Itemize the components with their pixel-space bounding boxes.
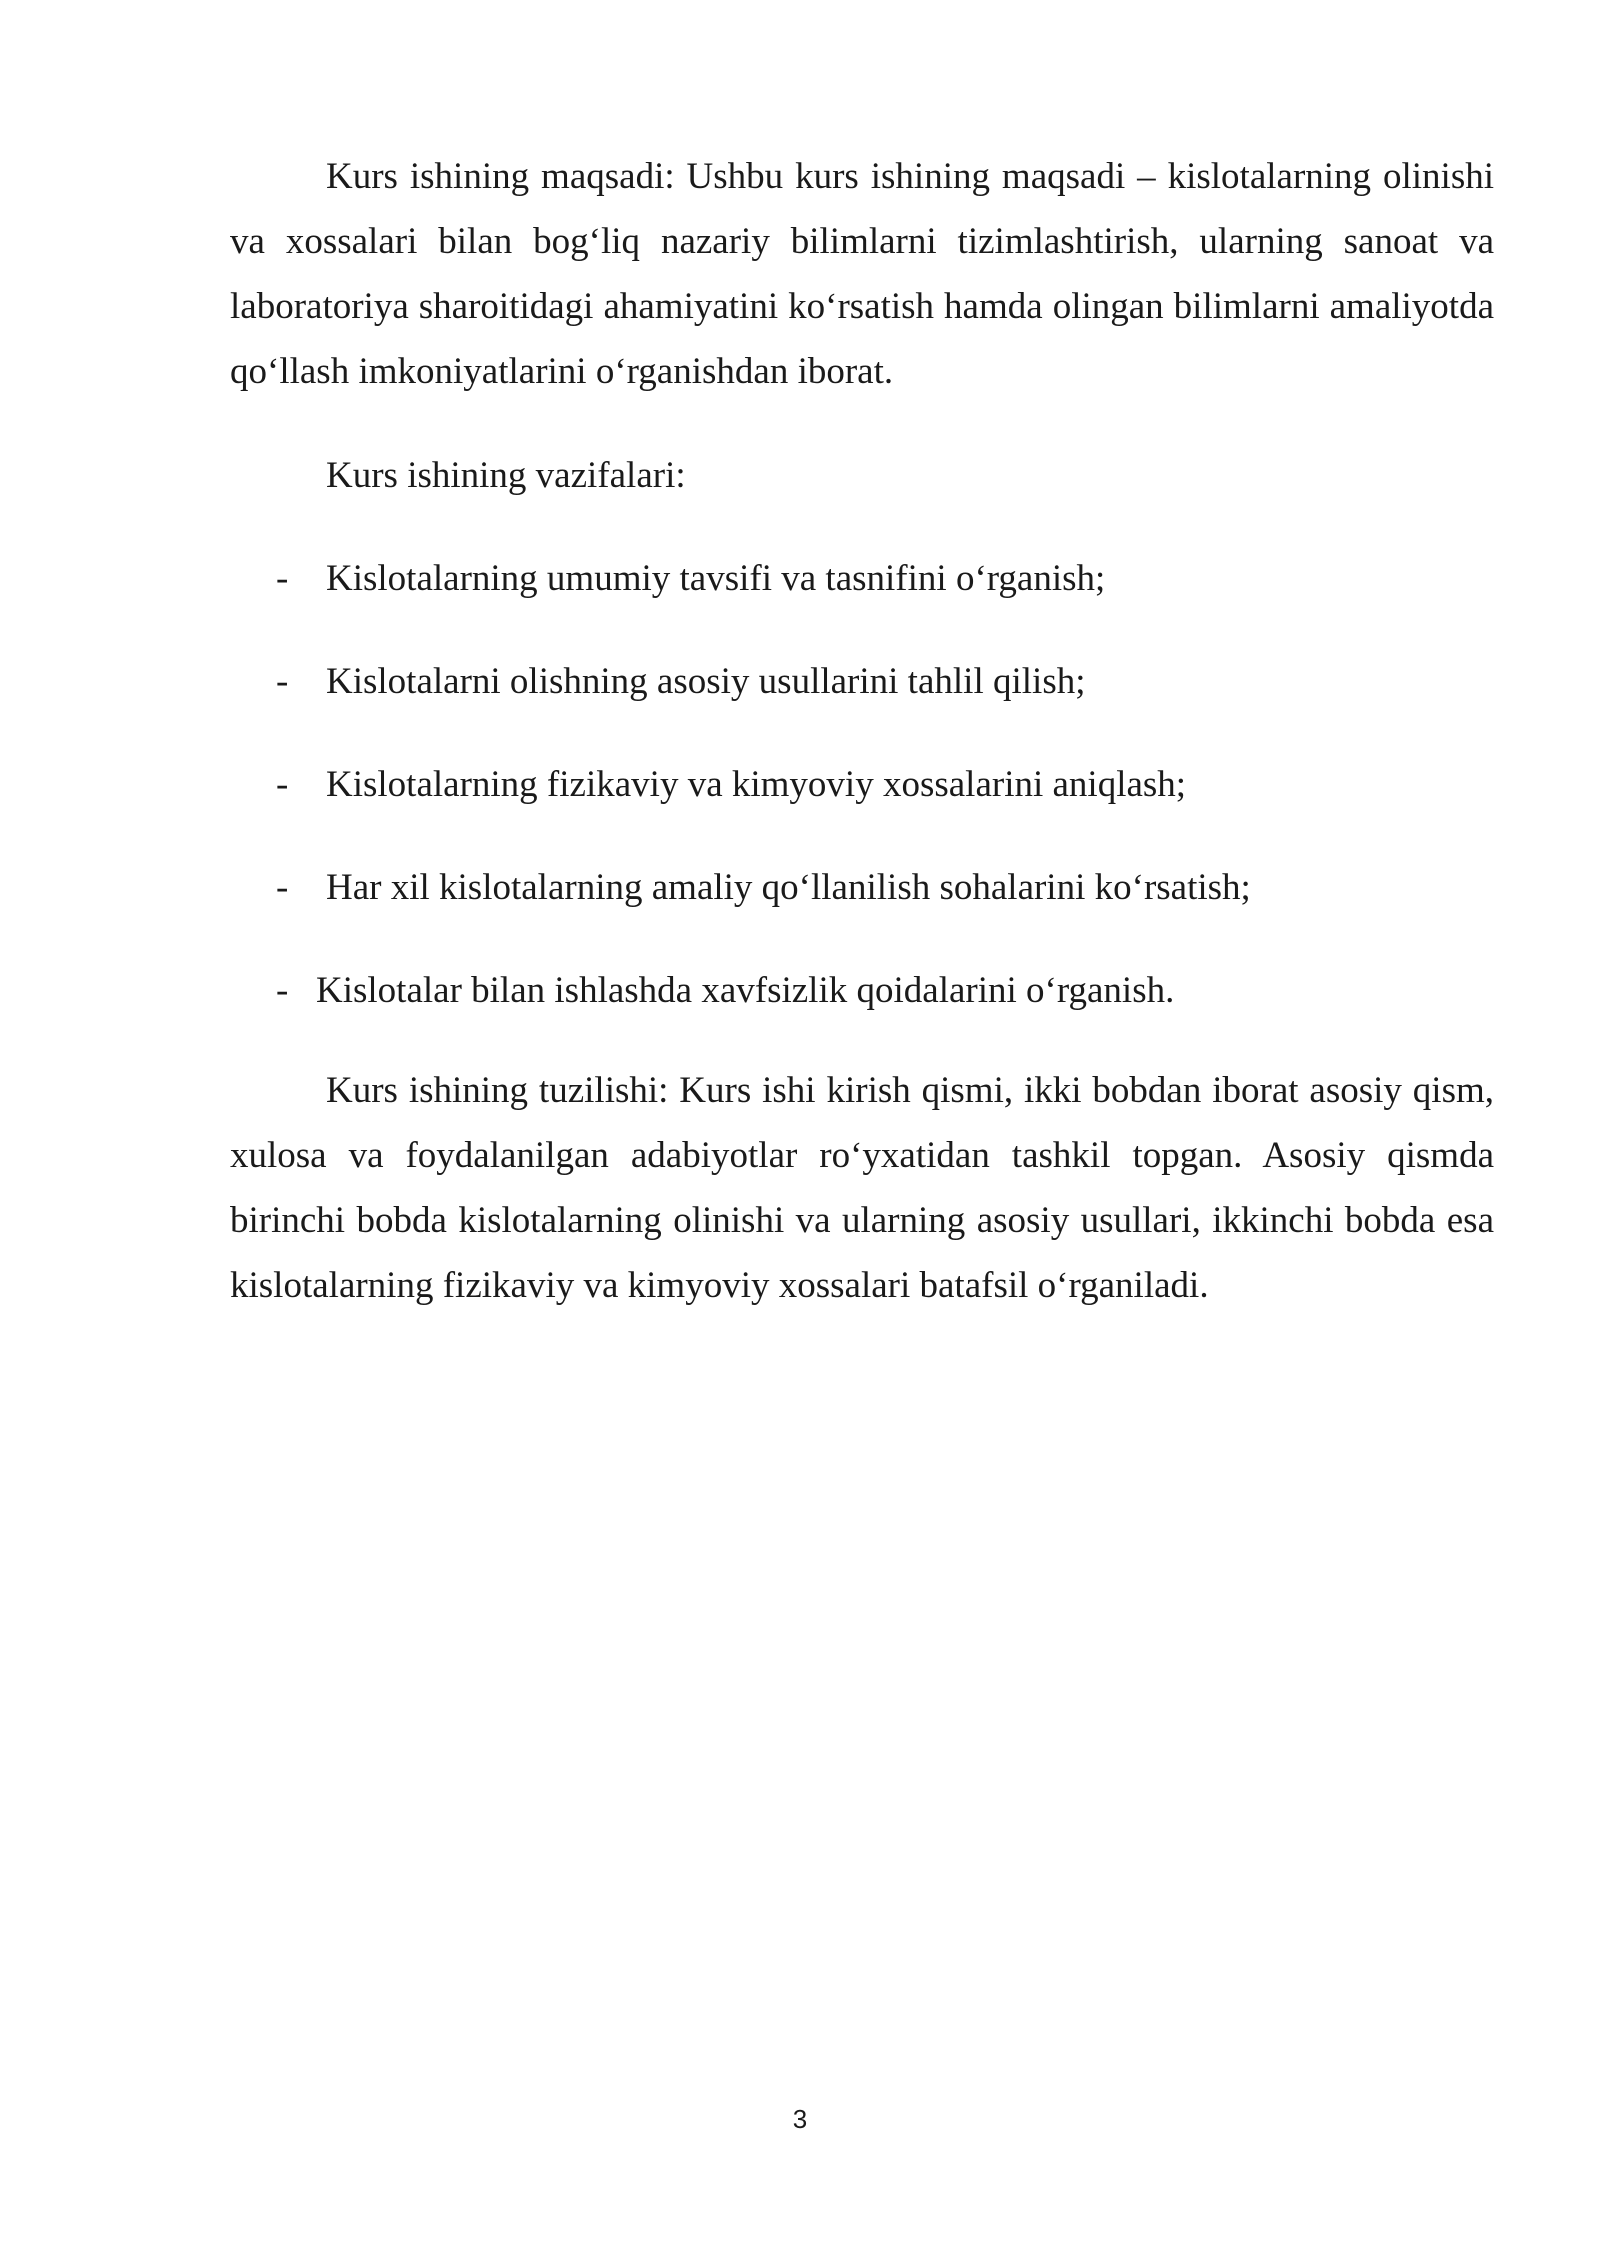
list-bullet: -	[276, 558, 289, 599]
list-item	[276, 546, 1105, 611]
list-bullet: -	[276, 867, 289, 908]
tasks-heading: Kurs ishining vazifalari:	[326, 455, 686, 496]
list-item-text: Kislotalar bilan ishlashda xavfsizlik qoidalarini o‘rganish.	[316, 970, 1175, 1011]
list-bullet: -	[276, 970, 289, 1011]
list-item	[276, 649, 1086, 714]
list-item	[276, 958, 1174, 1023]
list-item-text: Har xil kislotalarning amaliy qo‘llanilish sohalarini ko‘rsatish;	[326, 867, 1251, 908]
list-item-text: Kislotalarning umumiy tavsifi va tasnifini o‘rganish;	[326, 558, 1106, 599]
list-item	[276, 752, 1186, 817]
goal-paragraph: Kurs ishining maqsadi: Ushbu kurs ishining maqsadi – kislotalarning olinishi va xossalari bilan bog‘liq nazariy bilimlarni tizimlashtirish, ularning sanoat va laboratoriya sharoitidagi ahamiyatini ko‘rsatish hamda olingan bilimlarni amaliyotda qo‘llash imkoniyatlarini o‘rganishdan iborat.	[230, 156, 1494, 392]
list-item	[276, 855, 1251, 920]
list-bullet: -	[276, 764, 289, 805]
list-item-text: Kislotalarning fizikaviy va kimyoviy xossalarini aniqlash;	[326, 764, 1187, 805]
list-item-text: Kislotalarni olishning asosiy usullarini tahlil qilish;	[326, 661, 1086, 702]
structure-paragraph: Kurs ishining tuzilishi: Kurs ishi kirish qismi, ikki bobdan iborat asosiy qism, xulosa va foydalanilgan adabiyotlar ro‘yxatidan tashkil topgan. Asosiy qismda birinchi bobda kislotalarning olinishi va ularning asosiy usullari, ikkinchi bobda esa kislotalarning fizikaviy va kimyoviy xossalari batafsil o‘rganiladi.	[230, 1070, 1494, 1306]
list-bullet: -	[276, 661, 289, 702]
page-number: 3	[792, 2104, 808, 2134]
